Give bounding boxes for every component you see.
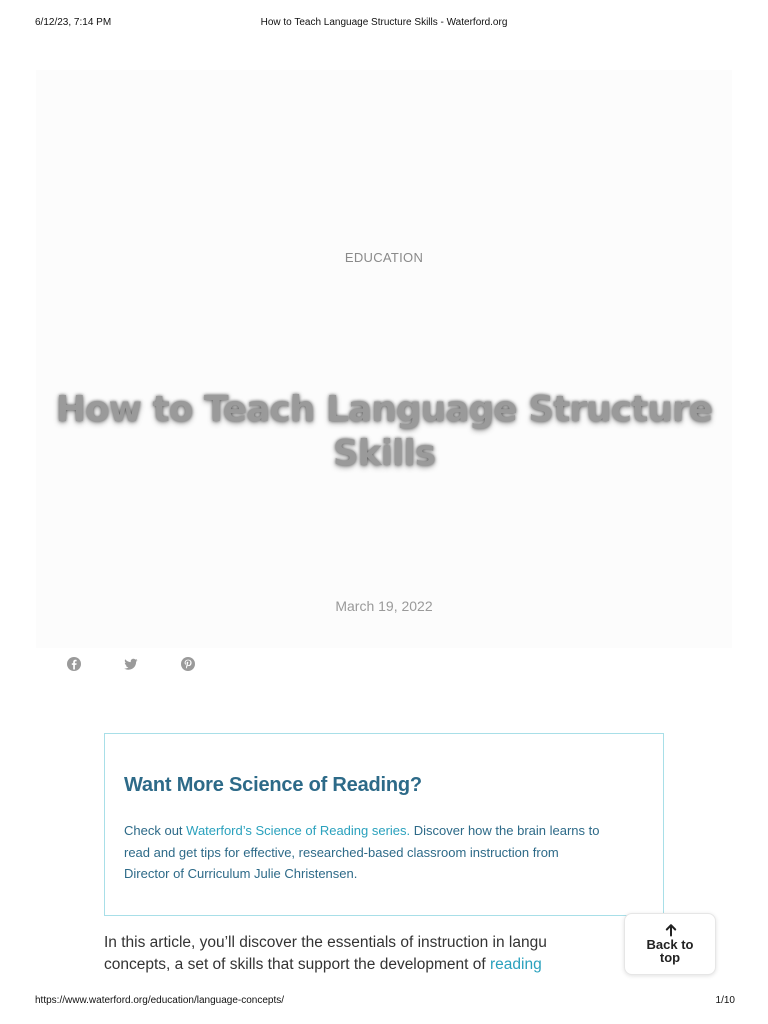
back-to-top-button[interactable] <box>624 913 716 975</box>
callout-text-segment: read and get tips for effective, researched-based classroom instruction from <box>124 844 559 860</box>
print-page-title: How to Teach Language Structure Skills - Waterford.org <box>260 17 508 28</box>
print-footer <box>0 995 768 1009</box>
article-text-line <box>104 954 624 976</box>
arrow-up-icon <box>664 923 678 937</box>
callout-text-segment: Director of Curriculum Julie Christensen. <box>124 866 358 881</box>
page-title-line: How to Teach Language Structure <box>55 389 713 430</box>
back-to-top-label <box>625 938 715 964</box>
category-label[interactable]: EDUCATION <box>344 250 424 265</box>
page-title <box>36 388 732 476</box>
facebook-icon[interactable] <box>66 656 82 672</box>
callout-title: Want More Science of Reading? <box>124 774 422 796</box>
article-intro-paragraph <box>104 932 624 982</box>
article-text-segment: concepts, a set of skills that support the development of <box>104 956 490 973</box>
reading-link[interactable]: reading <box>490 956 542 973</box>
article-text-line: In this article, you’ll discover the essentials of instruction in langu <box>104 934 547 951</box>
science-of-reading-series-link[interactable]: Waterford’s Science of Reading series. <box>186 823 411 838</box>
back-to-top-label-line: Back to <box>646 937 694 952</box>
print-datetime: 6/12/23, 7:14 PM <box>35 17 112 28</box>
callout-text-segment: Discover how the brain learns to <box>410 823 600 838</box>
twitter-icon[interactable] <box>123 656 139 672</box>
science-of-reading-callout <box>104 733 664 916</box>
hero-banner <box>36 70 732 648</box>
back-to-top-label-line: top <box>659 950 681 965</box>
print-url: https://www.waterford.org/education/language-concepts/ <box>35 995 285 1006</box>
page-title-line: Skills <box>332 433 436 474</box>
print-header <box>0 17 768 31</box>
callout-text <box>124 820 654 885</box>
publish-date: March 19, 2022 <box>335 598 433 614</box>
callout-text-intro: Check out <box>124 823 187 838</box>
page-indicator: 1/10 <box>715 995 735 1006</box>
pinterest-icon[interactable] <box>180 656 196 672</box>
